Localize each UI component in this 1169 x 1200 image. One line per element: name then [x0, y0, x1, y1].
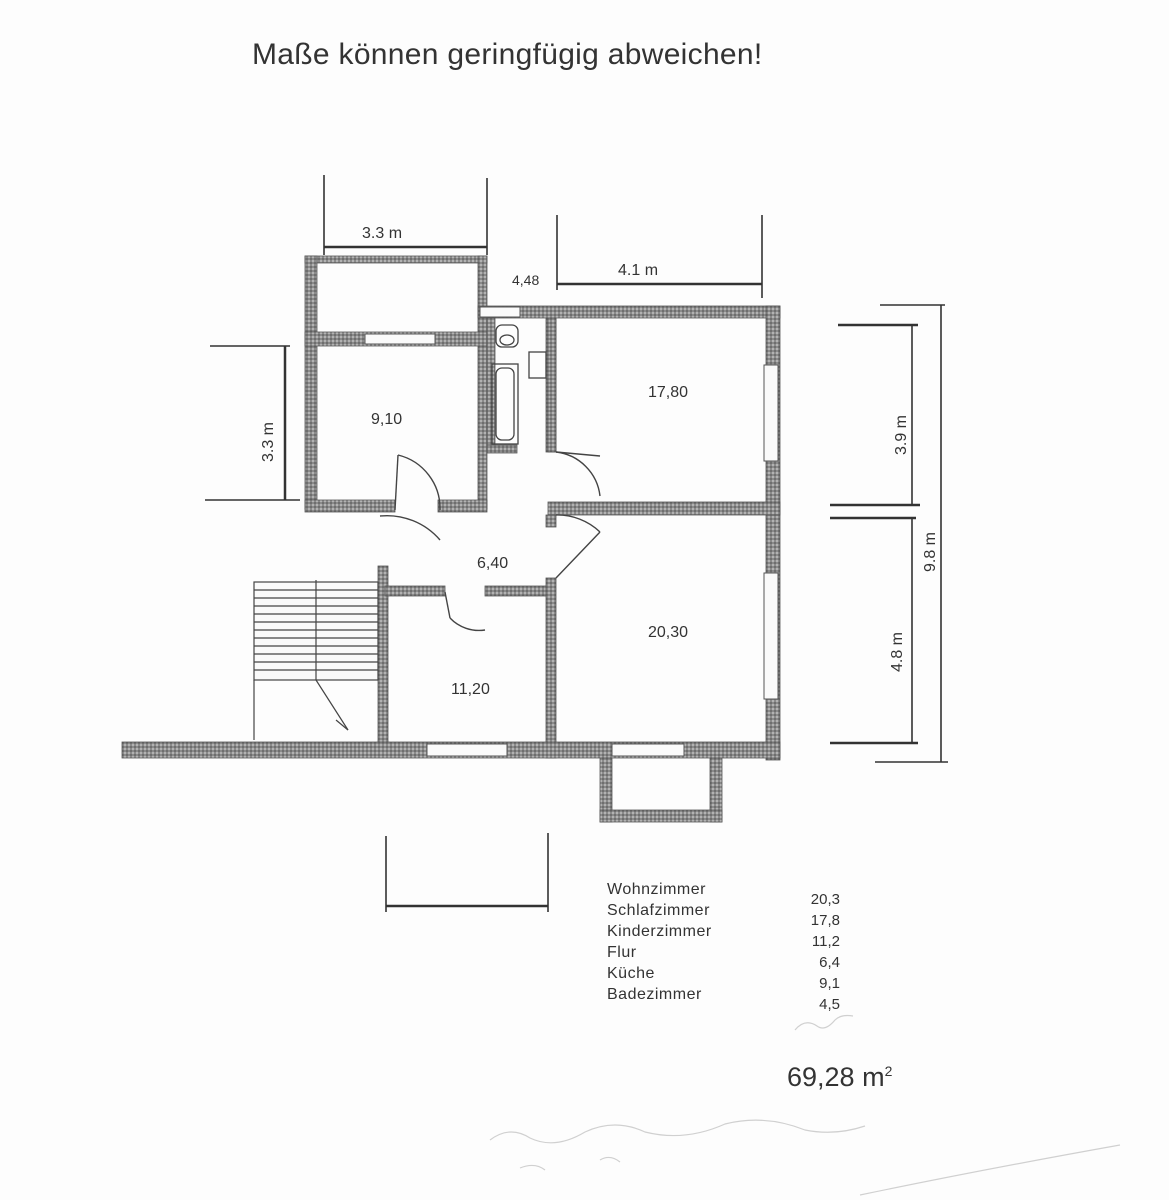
doors	[380, 452, 600, 630]
dim-left-height: 3.3 m	[260, 421, 277, 462]
page-heading: Maße können geringfügig abweichen!	[252, 38, 763, 71]
legend-name: Küche	[607, 965, 655, 982]
legend-value: 9,1	[819, 975, 840, 992]
room-label-kinderzimmer: 11,20	[451, 681, 490, 698]
legend-name: Flur	[607, 944, 637, 961]
total-area-value: 69,28 m	[787, 1062, 885, 1092]
room-label-kueche: 9,10	[371, 411, 403, 428]
dim-top-left: 3.3 m	[362, 225, 403, 242]
room-label-wohnzimmer: 20,30	[648, 624, 689, 641]
legend-name: Schlafzimmer	[607, 902, 710, 919]
room-label-schlafzimmer: 17,80	[648, 384, 689, 401]
total-area	[787, 1062, 892, 1093]
legend-value: 11,2	[811, 933, 840, 950]
dim-right-total: 9.8 m	[922, 531, 939, 572]
legend-value: 4,5	[819, 996, 840, 1013]
legend-name: Badezimmer	[607, 986, 702, 1003]
bath-fixtures	[492, 325, 546, 444]
dim-top-right: 4.1 m	[618, 262, 659, 279]
room-label-flur: 6,40	[477, 555, 509, 572]
walls	[122, 256, 780, 822]
legend-value: 6,4	[819, 954, 840, 971]
dim-top-offset: 4,48	[512, 272, 540, 288]
legend-value: 17,8	[810, 912, 840, 929]
legend-value: 20,3	[810, 891, 840, 908]
legend-name: Kinderzimmer	[607, 923, 712, 940]
dim-right-upper: 3.9 m	[893, 414, 910, 455]
legend-name: Wohnzimmer	[607, 881, 706, 898]
faint-handwriting	[490, 1016, 1120, 1196]
total-area-unit: 2	[884, 1063, 893, 1079]
stairs	[254, 580, 378, 740]
windows	[365, 307, 778, 756]
dim-right-lower: 4.8 m	[889, 631, 906, 672]
